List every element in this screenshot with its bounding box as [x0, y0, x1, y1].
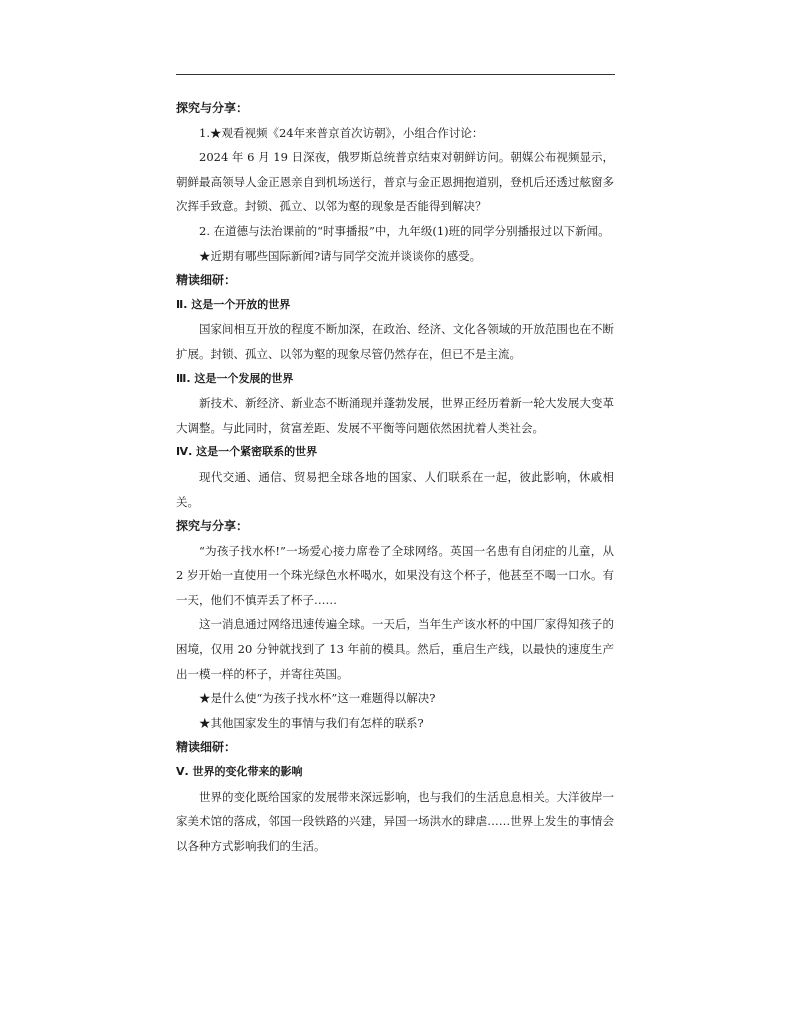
paragraph-world-changes: 世界的变化既给国家的发展带来深远影响，也与我们的生活息息相关。大洋彼岸一家美术馆的落成，邻国一段铁路的兴建，异国一场洪水的肆虐……世界上发生的事情会以各种方式影响我们的生活。	[176, 789, 614, 853]
document-body	[176, 96, 614, 858]
subheading-connected-world: Ⅳ. 这是一个紧密联系的世界	[176, 445, 318, 459]
header-rule	[176, 74, 615, 75]
story-paragraph-cup-2: 这一消息通过网络迅速传遍全球。一天后，当年生产该水杯的中国厂家得知孩子的困境，仅用 20 分钟就找到了 13 年前的模具。然后，重启生产线，以最快的速度生产出一模一样的杯子，并寄往英国。	[176, 617, 614, 681]
question-1: 1.★观看视频《24年来普京首次访朝》，小组合作讨论：	[199, 125, 484, 140]
paragraph-developing-world: 新技术、新经济、新业态不断涌现并蓬勃发展，世界正经历着新一轮大发展大变革大调整。与此同时，贫富差距、发展不平衡等问题依然困扰着人类社会。	[176, 396, 614, 435]
section-heading-reading-2: 精读细研：	[176, 740, 237, 755]
story-paragraph-cup-1: “为孩子找水杯!”一场爱心接力席卷了全球网络。英国一名患有自闭症的儿童，从 2 岁开始一直使用一个珠光绿色水杯喝水，如果没有这个杯子，他甚至不喝一口水。有一天，他们不慎弄丢了杯子……	[176, 543, 614, 607]
paragraph-open-world: 国家间相互开放的程度不断加深，在政治、经济、文化各领域的开放范围也在不断扩展。封锁、孤立、以邻为壑的现象尽管仍然存在，但已不是主流。	[176, 322, 614, 361]
subheading-world-changes: Ⅴ. 世界的变化带来的影响	[176, 765, 303, 779]
prompt-cup-question: ★是什么使“为孩子找水杯”这一难题得以解决?	[199, 691, 436, 706]
prompt-connection-question: ★其他国家发生的事情与我们有怎样的联系?	[199, 715, 424, 730]
section-heading-explore-2: 探究与分享：	[176, 519, 249, 534]
question-2: 2. 在道德与法治课前的“时事播报”中，九年级(1)班的同学分别播报过以下新闻。	[199, 223, 610, 238]
section-heading-explore-1: 探究与分享：	[176, 101, 249, 115]
news-paragraph-putin-visit: 2024 年 6 月 19 日深夜，俄罗斯总统普京结束对朝鲜访问。朝媒公布视频显示，朝鲜最高领导人金正恩亲自到机场送行，普京与金正恩拥抱道别，登机后还透过舷窗多次挥手致意。封锁、孤立、以邻为壑的现象是否能得到解决？	[176, 150, 614, 214]
subheading-developing-world: Ⅲ. 这是一个发展的世界	[176, 371, 294, 385]
prompt-international-news: ★近期有哪些国际新闻?请与同学交流并谈谈你的感受。	[199, 248, 482, 263]
section-heading-reading-1: 精读细研：	[176, 273, 237, 288]
paragraph-connected-world: 现代交通、通信、贸易把全球各地的国家、人们联系在一起，彼此影响，休戚相关。	[176, 469, 614, 509]
subheading-open-world: Ⅱ. 这是一个开放的世界	[176, 297, 291, 311]
